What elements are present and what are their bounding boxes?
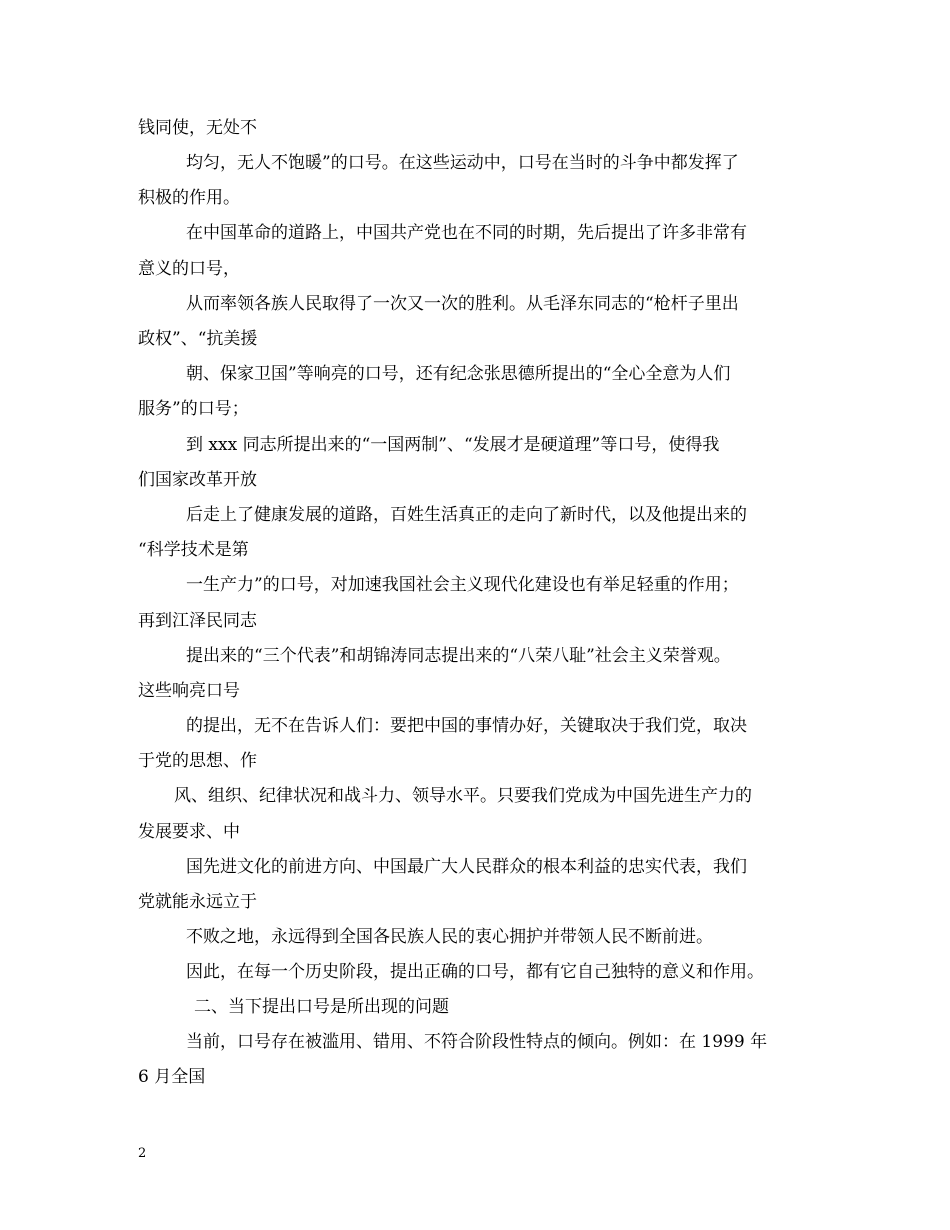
text-line: 的提出，无不在告诉人们：要把中国的事情办好，关键取决于我们党，取决 (186, 716, 747, 736)
text-line: 朝、保家卫国”等响亮的口号，还有纪念张思德所提出的“全心全意为人们 (186, 364, 731, 384)
text-line: 到 xxx 同志所提出来的“一国两制”、“发展才是硬道理”等口号，使得我 (186, 435, 720, 455)
text-line: 一生产力”的口号，对加速我国社会主义现代化建设也有举足轻重的作用； (186, 575, 739, 595)
text-line: 政权”、“抗美援 (138, 329, 258, 349)
text-line: 于党的思想、作 (138, 751, 257, 771)
text-line: 国先进文化的前进方向、中国最广大人民群众的根本利益的忠实代表，我们 (186, 857, 747, 877)
text-line: 积极的作用。 (138, 188, 240, 208)
text-line: 不败之地，永远得到全国各民族人民的衷心拥护并带领人民不断前进。 (186, 927, 713, 947)
text-line: 提出来的“三个代表”和胡锦涛同志提出来的“八荣八耻”社会主义荣誉观。 (186, 646, 731, 666)
text-line: “科学技术是第 (138, 540, 249, 560)
text-line: 这些响亮口号 (138, 681, 240, 701)
text-line: 6 月全国 (138, 1067, 206, 1087)
text-line: 服务”的口号； (138, 399, 249, 419)
page-number: 2 (138, 1146, 147, 1161)
text-line: 在中国革命的道路上，中国共产党也在不同的时期，先后提出了许多非常有 (186, 223, 747, 243)
text-line: 再到江泽民同志 (138, 611, 257, 631)
section-heading: 二、当下提出口号是所出现的问题 (194, 997, 449, 1017)
text-line: 意义的口号， (138, 259, 240, 279)
text-line: 后走上了健康发展的道路，百姓生活真正的走向了新时代，以及他提出来的 (186, 505, 747, 525)
text-line: 均匀，无人不饱暖”的口号。在这些运动中，口号在当时的斗争中都发挥了 (186, 153, 739, 173)
text-line: 风、组织、纪律状况和战斗力、领导水平。只要我们党成为中国先进生产力的 (174, 786, 752, 806)
text-line: 从而率领各族人民取得了一次又一次的胜利。从毛泽东同志的“枪杆子里出 (186, 294, 739, 314)
text-line: 当前，口号存在被滥用、错用、不符合阶段性特点的倾向。例如：在 1999 年 (186, 1032, 768, 1052)
text-line: 们国家改革开放 (138, 470, 257, 490)
text-line: 发展要求、中 (138, 822, 240, 842)
text-line: 钱同使，无处不 (138, 118, 257, 138)
text-line: 党就能永远立于 (138, 892, 257, 912)
text-line: 因此，在每一个历史阶段，提出正确的口号，都有它自己独特的意义和作用。 (186, 962, 764, 982)
